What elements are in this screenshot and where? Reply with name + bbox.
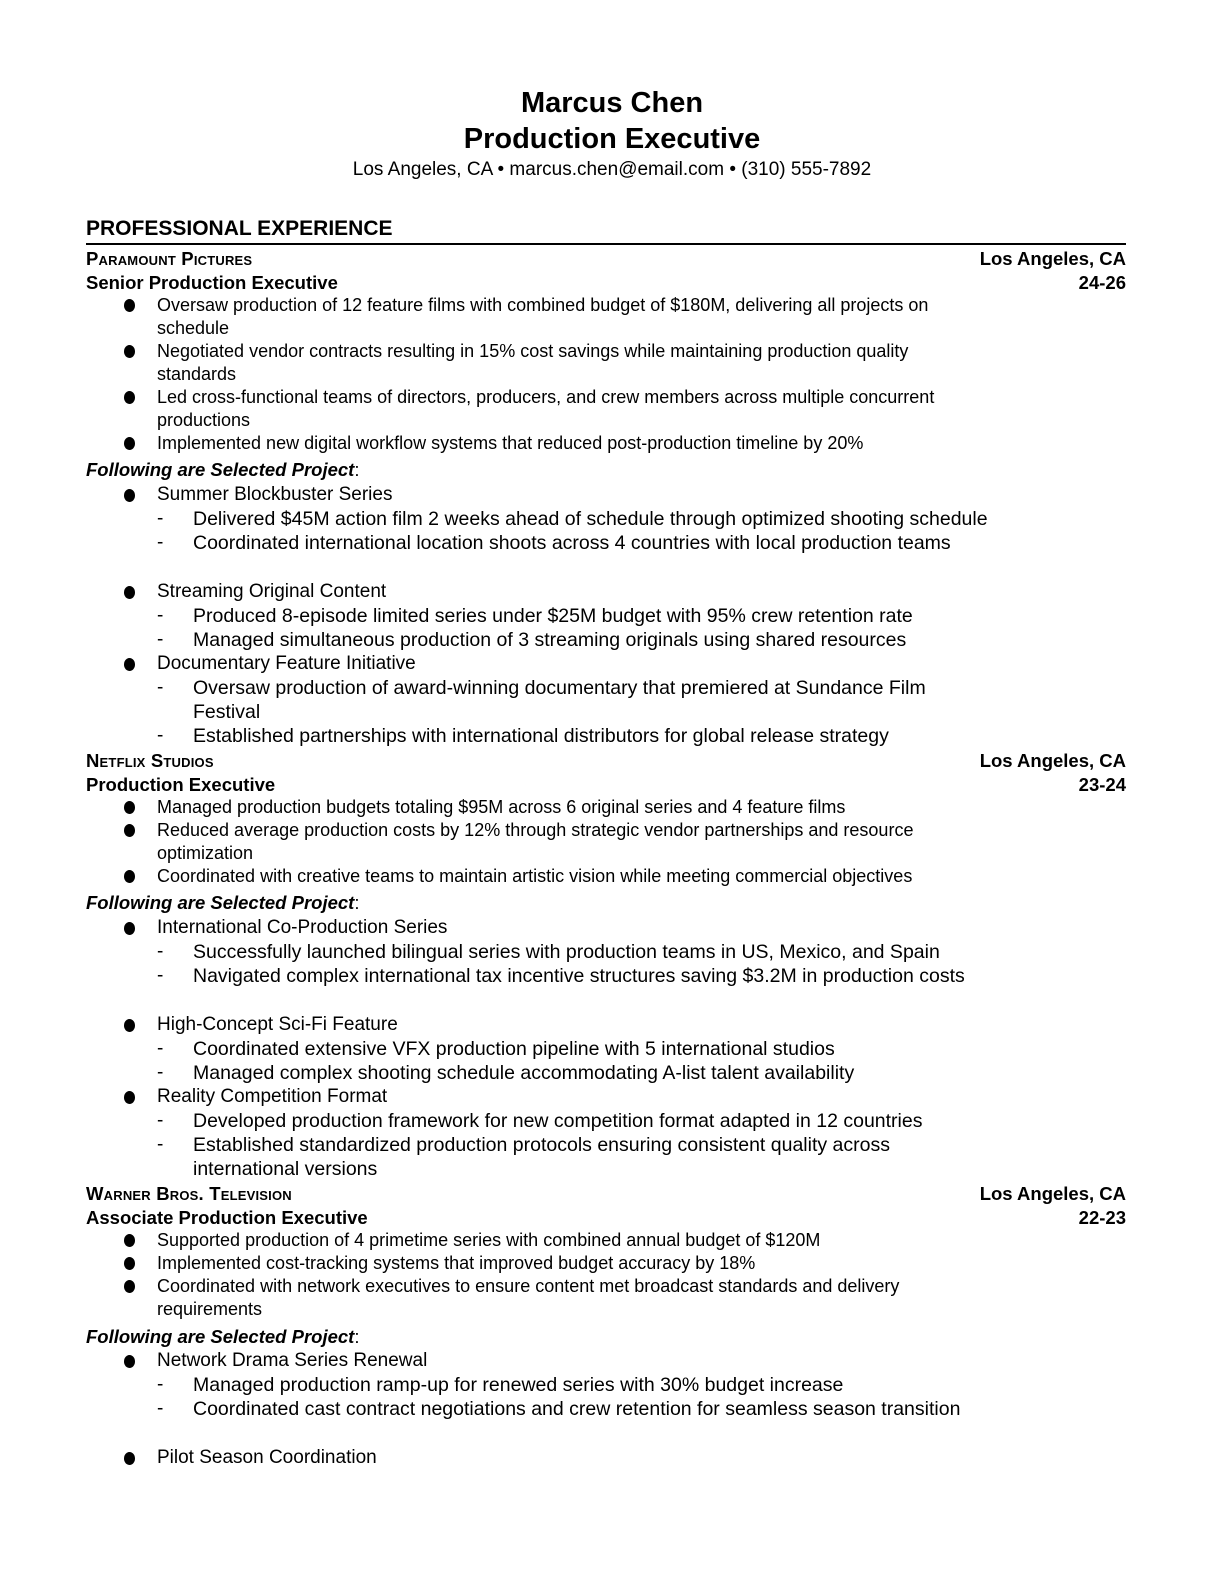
bullet-text: Coordinated with network executives to ensure content met broadcast standards and delivery (157, 1276, 900, 1296)
dash-icon: - (157, 1038, 164, 1059)
project-detail: Managed simultaneous production of 3 streaming originals using shared resources (193, 629, 907, 651)
bullet-icon (124, 437, 135, 450)
selected-projects-label (86, 891, 359, 915)
bullet-text: Managed production budgets totaling $95M across 6 original series and 4 feature films (157, 797, 846, 817)
dash-icon: - (157, 1374, 164, 1395)
bullet-icon (124, 586, 135, 599)
selected-projects-label-text: Following are Selected Project (86, 459, 355, 480)
project-detail: Established standardized production protocols ensuring consistent quality across (193, 1134, 890, 1156)
job-location: Los Angeles, CA (979, 248, 1126, 269)
selected-projects-label (86, 458, 359, 482)
bullet-text: Coordinated with creative teams to maintain artistic vision while meeting commercial objectives (157, 866, 913, 886)
project-name: Summer Blockbuster Series (157, 484, 393, 505)
project-name: Pilot Season Coordination (157, 1447, 377, 1468)
section-divider (86, 243, 1126, 245)
job-location: Los Angeles, CA (979, 1183, 1126, 1204)
project-detail: Coordinated cast contract negotiations and crew retention for seamless season transition (193, 1398, 961, 1420)
candidate-title: Production Executive (463, 123, 761, 155)
job-dates: 22-23 (1078, 1207, 1126, 1228)
selected-projects-label (86, 1325, 359, 1349)
dash-icon: - (157, 1062, 164, 1083)
bullet-text: Reduced average production costs by 12% through strategic vendor partnerships and resource (157, 820, 914, 840)
project-detail: Delivered $45M action film 2 weeks ahead of schedule through optimized shooting schedule (193, 508, 988, 530)
selected-projects-colon: : (354, 892, 360, 913)
bullet-icon (124, 801, 135, 814)
dash-icon: - (157, 532, 164, 553)
candidate-name: Marcus Chen (520, 87, 704, 119)
job-dates: 24-26 (1078, 272, 1126, 293)
project-name: Streaming Original Content (157, 581, 387, 602)
project-detail: Managed complex shooting schedule accommodating A-list talent availability (193, 1062, 855, 1084)
project-detail: Coordinated extensive VFX production pipeline with 5 international studios (193, 1038, 835, 1060)
bullet-icon (124, 1257, 135, 1270)
job-header-row (86, 247, 1126, 271)
section-title-experience: PROFESSIONAL EXPERIENCE (86, 217, 393, 240)
project-detail: Produced 8-episode limited series under $25M budget with 95% crew retention rate (193, 605, 913, 627)
selected-projects-colon: : (354, 1326, 360, 1347)
project-detail: Established partnerships with international distributors for global release strategy (193, 725, 889, 747)
bullet-text: requirements (157, 1299, 263, 1319)
dash-icon: - (157, 629, 164, 650)
bullet-icon (124, 922, 135, 935)
selected-projects-label-text: Following are Selected Project (86, 892, 355, 913)
bullet-icon (124, 391, 135, 404)
project-name: Network Drama Series Renewal (157, 1350, 428, 1371)
project-name: International Co-Production Series (157, 917, 448, 938)
dash-icon: - (157, 1398, 164, 1419)
project-detail: Managed production ramp-up for renewed series with 30% budget increase (193, 1374, 844, 1396)
job-role-row (86, 1206, 1126, 1230)
bullet-text: standards (157, 364, 237, 384)
bullet-icon (124, 658, 135, 671)
bullet-icon (124, 1452, 135, 1465)
bullet-text: Oversaw production of 12 feature films with combined budget of $180M, delivering all projects on (157, 295, 929, 315)
project-detail: Navigated complex international tax incentive structures saving $3.2M in production costs (193, 965, 965, 987)
job-header-row (86, 749, 1126, 773)
bullet-icon (124, 1019, 135, 1032)
job-role: Associate Production Executive (86, 1207, 368, 1228)
project-detail: Successfully launched bilingual series with production teams in US, Mexico, and Spain (193, 941, 940, 963)
job-role-row (86, 773, 1126, 797)
bullet-text: Implemented cost-tracking systems that improved budget accuracy by 18% (157, 1253, 756, 1273)
bullet-icon (124, 1355, 135, 1368)
bullet-text: Supported production of 4 primetime series with combined annual budget of $120M (157, 1230, 821, 1250)
project-detail: Festival (193, 701, 261, 723)
bullet-text: Implemented new digital workflow systems that reduced post-production timeline by 20% (157, 433, 864, 453)
project-detail: international versions (193, 1158, 378, 1180)
bullet-text: Negotiated vendor contracts resulting in 15% cost savings while maintaining production quality (157, 341, 909, 361)
bullet-icon (124, 345, 135, 358)
dash-icon: - (157, 677, 164, 698)
selected-projects-colon: : (354, 459, 360, 480)
bullet-text: optimization (157, 843, 254, 863)
project-detail: Coordinated international location shoots across 4 countries with local production teams (193, 532, 951, 554)
project-detail: Developed production framework for new competition format adapted in 12 countries (193, 1110, 923, 1132)
dash-icon: - (157, 1134, 164, 1155)
bullet-icon (124, 1280, 135, 1293)
bullet-text: productions (157, 410, 251, 430)
contact-line: Los Angeles, CA • marcus.chen@email.com • (310) 555-7892 (352, 159, 872, 180)
dash-icon: - (157, 725, 164, 746)
bullet-icon (124, 1091, 135, 1104)
dash-icon: - (157, 965, 164, 986)
dash-icon: - (157, 508, 164, 529)
bullet-icon (124, 870, 135, 883)
job-dates: 23-24 (1078, 774, 1126, 795)
project-name: Reality Competition Format (157, 1086, 388, 1107)
dash-icon: - (157, 605, 164, 626)
job-header-row (86, 1182, 1126, 1206)
company-name: Warner Bros. Television (86, 1183, 292, 1204)
dash-icon: - (157, 1110, 164, 1131)
job-role-row (86, 271, 1126, 295)
bullet-icon (124, 824, 135, 837)
job-location: Los Angeles, CA (979, 750, 1126, 771)
company-name: Netflix Studios (86, 750, 214, 771)
company-name: Paramount Pictures (86, 248, 253, 269)
project-detail: Oversaw production of award-winning documentary that premiered at Sundance Film (193, 677, 926, 699)
bullet-icon (124, 1234, 135, 1247)
project-name: High-Concept Sci-Fi Feature (157, 1014, 398, 1035)
selected-projects-label-text: Following are Selected Project (86, 1326, 355, 1347)
bullet-text: schedule (157, 318, 230, 338)
dash-icon: - (157, 941, 164, 962)
job-role: Production Executive (86, 774, 276, 795)
job-role: Senior Production Executive (86, 272, 338, 293)
bullet-icon (124, 489, 135, 502)
project-name: Documentary Feature Initiative (157, 653, 416, 674)
bullet-icon (124, 299, 135, 312)
bullet-text: Led cross-functional teams of directors, producers, and crew members across multiple concurrent (157, 387, 935, 407)
